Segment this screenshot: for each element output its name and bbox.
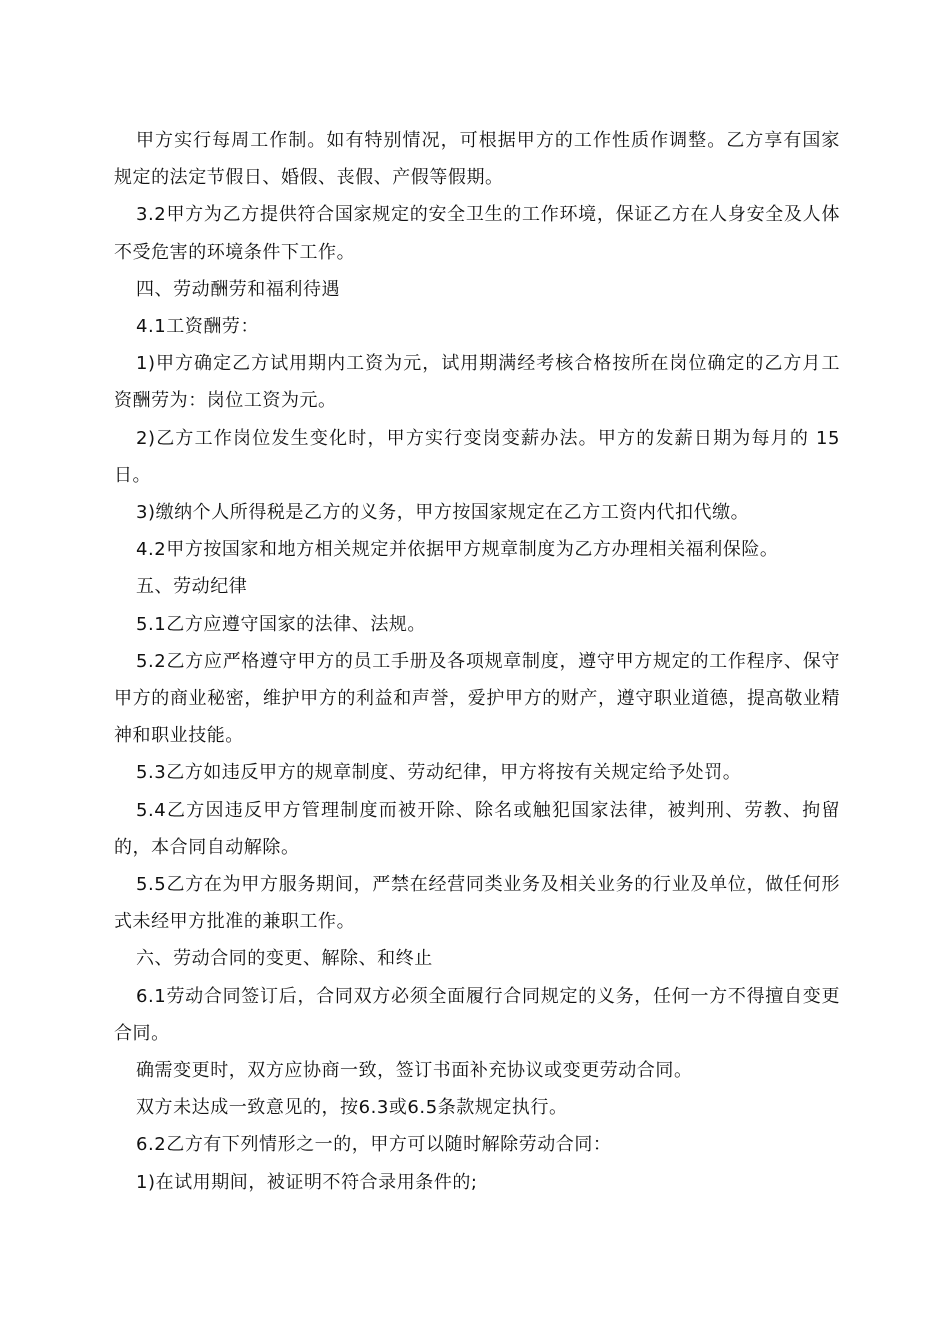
paragraph-5-3: 5.3乙方如违反甲方的规章制度、劳动纪律，甲方将按有关规定给予处罚。	[136, 762, 742, 784]
paragraph-5-4: 5.4乙方因违反甲方管理制度而被开除、除名或触犯国家法律，被判刑、劳教、拘留的，本合同自动解除。	[114, 799, 840, 858]
paragraph-4-1-item-2: 2)乙方工作岗位发生变化时，甲方实行变岗变薪办法。甲方的发薪日期为每月的 15日。	[114, 427, 840, 486]
paragraph-3-2: 3.2甲方为乙方提供符合国家规定的安全卫生的工作环境，保证乙方在人身安全及人体不受危害的环境条件下工作。	[114, 204, 840, 263]
paragraph-5-1: 5.1乙方应遵守国家的法律、法规。	[136, 613, 426, 635]
paragraph-4-1-item-3: 3)缴纳个人所得税是乙方的义务，甲方按国家规定在乙方工资内代扣代缴。	[136, 502, 750, 524]
paragraph-change-agreement: 确需变更时，双方应协商一致，签订书面补充协议或变更劳动合同。	[136, 1060, 693, 1082]
section-heading-5: 五、劳动纪律	[136, 576, 248, 598]
paragraph-5-5: 5.5乙方在为甲方服务期间，严禁在经营同类业务及相关业务的行业及单位，做任何形式未经甲方批准的兼职工作。	[114, 874, 840, 933]
paragraph-6-1: 6.1劳动合同签订后，合同双方必须全面履行合同规定的义务，任何一方不得擅自变更合同。	[114, 985, 840, 1044]
document-body	[114, 122, 840, 1201]
section-heading-6: 六、劳动合同的变更、解除、和终止	[136, 948, 433, 970]
paragraph-4-2: 4.2甲方按国家和地方相关规定并依据甲方规章制度为乙方办理相关福利保险。	[136, 539, 779, 561]
paragraph-4-1: 4.1工资酬劳：	[136, 316, 260, 338]
paragraph-5-2: 5.2乙方应严格遵守甲方的员工手册及各项规章制度，遵守甲方规定的工作程序、保守甲方的商业秘密，维护甲方的利益和声誉，爱护甲方的财产，遵守职业道德，提高敬业精神和职业技能。	[114, 650, 840, 747]
paragraph-no-agreement: 双方未达成一致意见的，按6.3或6.5条款规定执行。	[136, 1097, 568, 1119]
paragraph-6-2: 6.2乙方有下列情形之一的，甲方可以随时解除劳动合同：	[136, 1134, 612, 1156]
paragraph-4-1-item-1: 1)甲方确定乙方试用期内工资为元，试用期满经考核合格按所在岗位确定的乙方月工资酬劳为：岗位工资为元。	[114, 353, 840, 412]
paragraph-6-2-item-1: 1)在试用期间，被证明不符合录用条件的;	[136, 1171, 478, 1193]
paragraph-work-schedule: 甲方实行每周工作制。如有特别情况，可根据甲方的工作性质作调整。乙方享有国家规定的法定节假日、婚假、丧假、产假等假期。	[114, 130, 840, 189]
section-heading-4: 四、劳动酬劳和福利待遇	[136, 278, 341, 300]
